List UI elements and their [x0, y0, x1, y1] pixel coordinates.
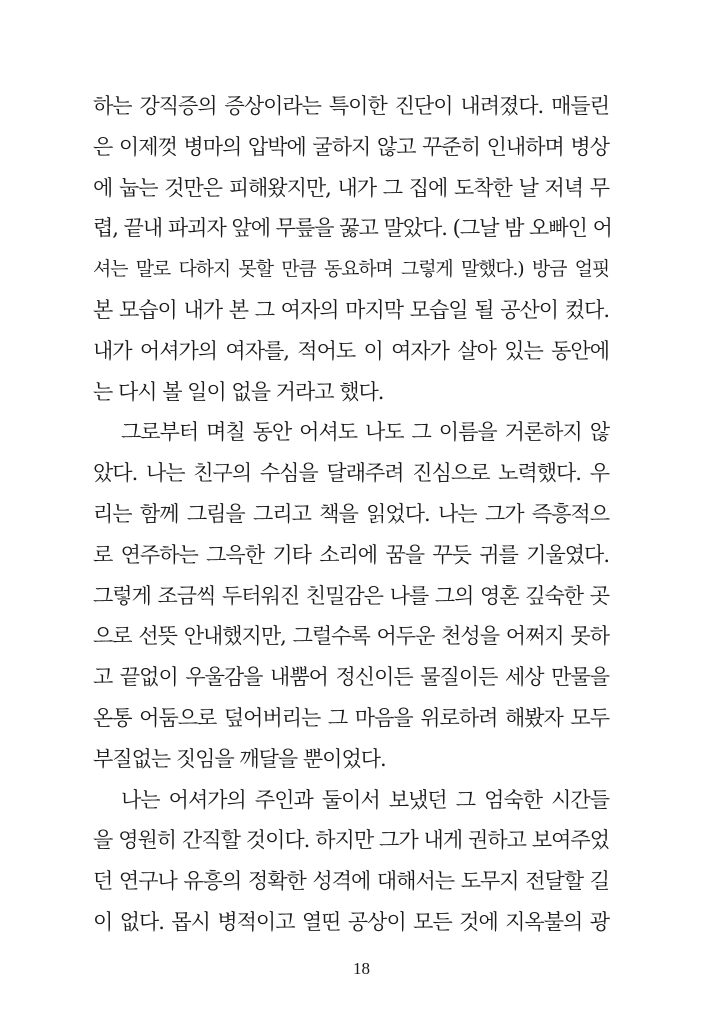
text-line: 로 연주하는 그윽한 기타 소리에 꿈을 꾸듯 귀를 기울였다. [93, 542, 609, 567]
text-line: 은 이제껏 병마의 압박에 굴하지 않고 꾸준히 인내하며 병상 [93, 134, 609, 159]
text-line: 리는 함께 그림을 그리고 책을 읽었다. 나는 그가 즉흥적으 [93, 501, 609, 526]
page-number: 18 [353, 959, 370, 978]
text-line: 그렇게 조금씩 두터워진 친밀감은 나를 그의 영혼 깊숙한 곳 [93, 583, 609, 608]
text-line: 본 모습이 내가 본 그 여자의 마지막 모습일 될 공산이 컸다. [93, 297, 609, 322]
text-line: 하는 강직증의 증상이라는 특이한 진단이 내려졌다. 매들린 [93, 94, 609, 118]
text-line: 나는 어셔가의 주인과 둘이서 보냈던 그 엄숙한 시간들 [121, 787, 609, 812]
body-text [93, 86, 612, 943]
text-line: 렵, 끝내 파괴자 앞에 무릎을 꿇고 말았다. (그날 밤 오빠인 어 [93, 216, 612, 241]
text-line: 던 연구나 유흥의 정확한 성격에 대해서는 도무지 전달할 길 [93, 869, 609, 894]
text-line: 셔는 말로 다하지 못할 만큼 동요하며 그렇게 말했다.) 방금 얼핏 [93, 258, 609, 281]
text-line: 에 눕는 것만은 피해왔지만, 내가 그 집에 도착한 날 저녁 무 [93, 175, 609, 200]
text-line: 내가 어셔가의 여자를, 적어도 이 여자가 살아 있는 동안에 [93, 338, 609, 363]
text-line: 을 영원히 간직할 것이다. 하지만 그가 내게 권하고 보여주었 [93, 828, 609, 853]
text-line: 으로 선뜻 안내했지만, 그럴수록 어두운 천성을 어쩌지 못하 [93, 624, 609, 649]
text-line: 았다. 나는 친구의 수심을 달래주려 진심으로 노력했다. 우 [93, 461, 609, 486]
text-line: 온통 어둠으로 덮어버리는 그 마음을 위로하려 해봤자 모두 [93, 705, 609, 730]
text-line: 고 끝없이 우울감을 내뿜어 정신이든 물질이든 세상 만물을 [93, 665, 609, 690]
text-line: 이 없다. 몹시 병적이고 열띤 공상이 모든 것에 지옥불의 광 [93, 909, 609, 934]
text-line: 그로부터 며칠 동안 어셔도 나도 그 이름을 거론하지 않 [121, 420, 609, 445]
text-line: 부질없는 짓임을 깨달을 뿐이었다. [93, 746, 386, 771]
text-line: 는 다시 볼 일이 없을 거라고 했다. [93, 379, 384, 404]
